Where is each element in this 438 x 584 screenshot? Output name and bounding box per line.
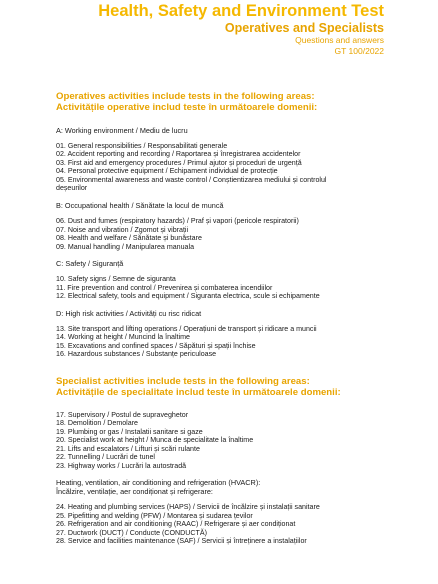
list-item: 09. Manual handling / Manipularea manuala [56, 242, 195, 251]
group-b-title: B: Occupational health / Sănătate la locul de muncă [56, 200, 224, 210]
list-item: 06. Dust and fumes (respiratory hazards) / Praf și vapori (pericole respiratorii) [56, 217, 299, 225]
list-item: 12. Electrical safety, tools and equipment / Siguranta electrica, scule si echipamente [56, 292, 320, 301]
list-item: 07. Noise and vibration / Zgomot și vibrații [56, 225, 189, 234]
group-a-title: A: Working environment / Mediu de lucru [56, 125, 188, 135]
list-item: 24. Heating and plumbing services (HAPS) / Servicii de încălzire și instalații sanitare [56, 503, 320, 512]
list-item: 08. Health and welfare / Sănătate și bunăstare [56, 234, 202, 242]
list-item: 17. Supervisory / Postul de supraveghetor [56, 410, 189, 419]
list-item-continuation: deșeurilor [56, 184, 88, 193]
list-item: 16. Hazardous substances / Substanțe periculoase [56, 350, 217, 359]
list-item: 28. Service and facilities maintenance (SAF) / Servicii și întreținere a instalațiilor [56, 537, 307, 546]
group-d-title: D: High risk activities / Activități cu risc ridicat [56, 308, 202, 318]
list-item: 18. Demolition / Demolare [56, 419, 139, 427]
list-item: 11. Fire prevention and control / Prevenirea și combaterea incendiilor [56, 283, 273, 292]
list-item: 15. Excavations and confined spaces / Săpături și spații închise [56, 341, 256, 350]
document-subtitle: Operatives and Specialists [224, 21, 384, 35]
list-item: 02. Accident reporting and recording / Raportarea și înregistrarea accidentelor [56, 150, 301, 159]
operatives-section [56, 92, 386, 359]
specialists-heading-ro: Activitățile de specialitate includ teste în următoarele domenii: [56, 386, 341, 398]
list-item: 27. Ductwork (DUCT) / Conducte (CONDUCTĂ) [56, 528, 207, 537]
list-item: 26. Refrigeration and air conditioning (RAAC) / Refrigerare și aer condiționat [56, 520, 296, 529]
list-item: 01. General responsibilities / Responsabilitati generale [56, 141, 228, 150]
document-code: GT 100/2022 [334, 46, 384, 56]
list-item: 03. First aid and emergency procedures / Primul ajutor și proceduri de urgență [56, 158, 302, 167]
operatives-heading-ro: Activitățile operative includ teste în următoarele domenii: [56, 101, 318, 113]
operatives-heading-en: Operatives activities include tests in the following areas: [56, 91, 315, 102]
questions-answers-label: Questions and answers [295, 35, 384, 45]
document-header [98, 2, 384, 57]
document-body [56, 92, 386, 546]
list-item: 04. Personal protective equipment / Echipament individual de protecție [56, 167, 278, 176]
specialists-section [56, 377, 386, 546]
list-item: 20. Specialist work at height / Munca de specialitate la înaltime [56, 436, 254, 444]
group-c-title: C: Safety / Siguranță [56, 259, 124, 268]
list-item: 23. Highway works / Lucrări la autostradă [56, 461, 187, 470]
list-item: 14. Working at height / Muncind la înaltime [56, 333, 190, 342]
list-item: 21. Lifts and escalators / Lifturi și scări rulante [56, 444, 200, 453]
hvacr-heading-ro: Încălzire, ventilație, aer condiționat și refrigerare: [56, 487, 213, 497]
list-item: 10. Safety signs / Semne de siguranta [56, 275, 176, 284]
list-item: 22. Tunnelling / Lucrări de tunel [56, 453, 155, 461]
document-title: Health, Safety and Environment Test [98, 2, 384, 20]
list-item: 13. Site transport and lifting operations / Operațiuni de transport și ridicare a muncii [56, 324, 317, 333]
hvacr-heading-en: Heating, ventilation, air conditioning and refrigeration (HVACR): [56, 478, 261, 487]
list-item: 19. Plumbing or gas / Instalatii sanitare si gaze [56, 427, 203, 436]
specialists-heading-en: Specialist activities include tests in the following areas: [56, 375, 310, 387]
list-item: 25. Pipefitting and welding (PFW) / Montarea și sudarea țevilor [56, 511, 253, 520]
list-item: 05. Environmental awareness and waste control / Conștientizarea mediului și controlul [56, 175, 327, 184]
